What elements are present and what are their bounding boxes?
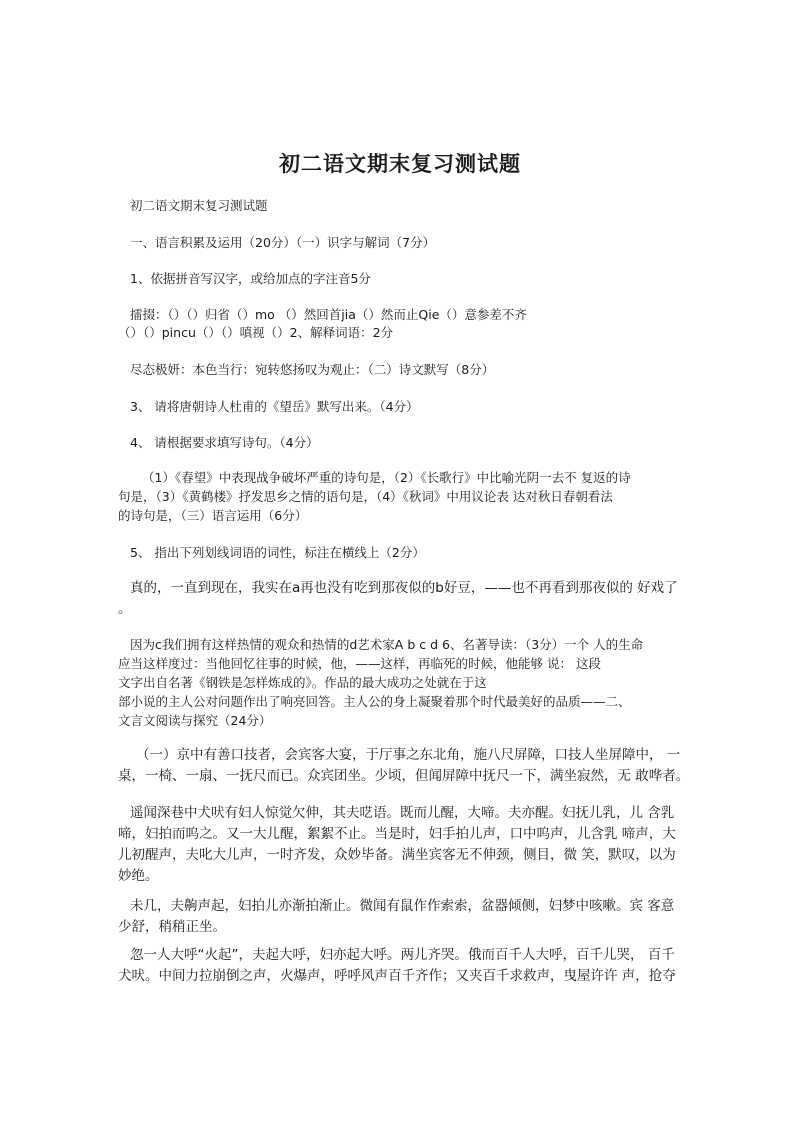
classical-paragraph-1 — [118, 745, 688, 787]
poetry-paragraph — [118, 468, 688, 525]
sentence-line-2: 。 — [118, 601, 132, 617]
pinyin-line-2: （）（）pincu（）（）嗔视（）2、解释词语：2分 — [118, 325, 394, 340]
classical-3-line-2: 少舒，稍稍正坐。 — [118, 919, 226, 935]
classical-4-line-1: 忽一人大呼“火起”，夫起大呼，妇亦起大呼。两儿齐哭。俄而百千人大呼，百千儿哭， 百千 — [130, 947, 675, 963]
classical-4-line-2: 犬吠。中间力拉崩倒之声，火爆声，呼呼风声百千齐作；又夹百千求救声，曳屋许许 声，抢夺 — [118, 968, 676, 984]
classical-3-line-1: 未几，夫齁声起，妇拍儿亦渐拍渐止。微闻有鼠作作索索，盆器倾侧，妇梦中咳嗽。宾 客意 — [130, 898, 675, 914]
guide-line-4: 部小说的主人公对问题作出了响亮回答。主人公的身上凝聚着那个时代最美好的品质——二、 — [118, 694, 631, 709]
vocab-line: 尽态极妍：本色当行：宛转悠扬叹为观止：（二）诗文默写（8分） — [130, 362, 495, 377]
guide-line-3: 文字出自名著《钢铁是怎样炼成的》。作品的最大成功之处就在于这 — [118, 675, 487, 690]
subtitle-line: 初二语文期末复习测试题 — [130, 198, 268, 213]
classical-paragraph-2 — [118, 803, 688, 887]
poetry-line-3: 的诗句是，（三）语言运用（6分） — [118, 508, 308, 523]
poetry-line-1: （1）《春望》中表现战争破坏严重的诗句是，（2）《长歌行》中比喻光阴一去不 复返的诗 — [142, 470, 631, 485]
classical-paragraph-3 — [118, 896, 688, 938]
question-5-sentence — [118, 578, 688, 620]
classical-2-line-2: 啼，妇拍而呜之。又一大儿醒，絮絮不止。当是时，妇手拍儿声，口中呜声，儿含乳 啼声，大 — [118, 826, 676, 842]
classical-1-line-2: 桌，一椅、一扇、一抚尺而已。众宾团坐。少顷，但闻屏障中抚尺一下，满坐寂然，无 敢哗者。 — [118, 768, 690, 784]
question-3: 3、 请将唐朝诗人杜甫的《望岳》默写出来。（4分） — [130, 399, 419, 414]
sentence-line-1: 真的，一直到现在，我实在a再也没有吃到那夜似的b好豆，——也不再看到那夜似的 好戏了 — [130, 580, 678, 596]
guide-line-1: 因为c我们拥有这样热情的观众和热情的d艺术家A b c d 6、名著导读：（3分）一个 人的生命 — [130, 637, 644, 652]
guide-line-2: 应当这样度过：当他回忆往事的时候，他，——这样，再临死的时候，他能够 说： 这段 — [118, 656, 601, 671]
pinyin-line-1: 擂掇：（）（）归省（）mo （）然回首jia（）然而止Qie（）意参差不齐 — [130, 307, 527, 322]
page-title: 初二语文期末复习测试题 — [279, 152, 521, 176]
classical-2-line-3: 儿初醒声，夫叱大儿声，一时齐发，众妙毕备。满坐宾客无不伸颈，侧目，微 笑，默叹，以为 — [118, 847, 676, 863]
section-one-heading: 一、语言积累及运用（20分）（一）识字与解词（7分） — [130, 235, 436, 250]
guide-line-5: 文言文阅读与探究（24分） — [118, 713, 272, 728]
question-5: 5、 指出下列划线词语的词性，标注在横线上（2分） — [130, 545, 425, 560]
classical-1-line-1: （一）京中有善口技者，会宾客大宴，于厅事之东北角，施八尺屏障，口技人坐屏障中， 一 — [136, 747, 681, 763]
pinyin-block — [118, 306, 688, 342]
question-1: 1、依据拼音写汉字，或给加点的字注音5分 — [130, 271, 371, 286]
classical-2-line-1: 遥闻深巷中犬吠有妇人惊觉欠伸，其夫呓语。既而儿醒，大啼。夫亦醒。妇抚儿乳，儿 含乳 — [130, 805, 675, 821]
poetry-line-2: 句是，（3）《黄鹤楼》抒发思乡之情的语句是，（4）《秋词》中用议论表 达对秋日春朝看法 — [118, 489, 613, 504]
classical-2-line-4: 妙绝。 — [118, 868, 159, 884]
reading-guide-paragraph — [118, 635, 688, 730]
classical-paragraph-4 — [118, 945, 688, 987]
question-4: 4、 请根据要求填写诗句。（4分） — [130, 435, 319, 450]
